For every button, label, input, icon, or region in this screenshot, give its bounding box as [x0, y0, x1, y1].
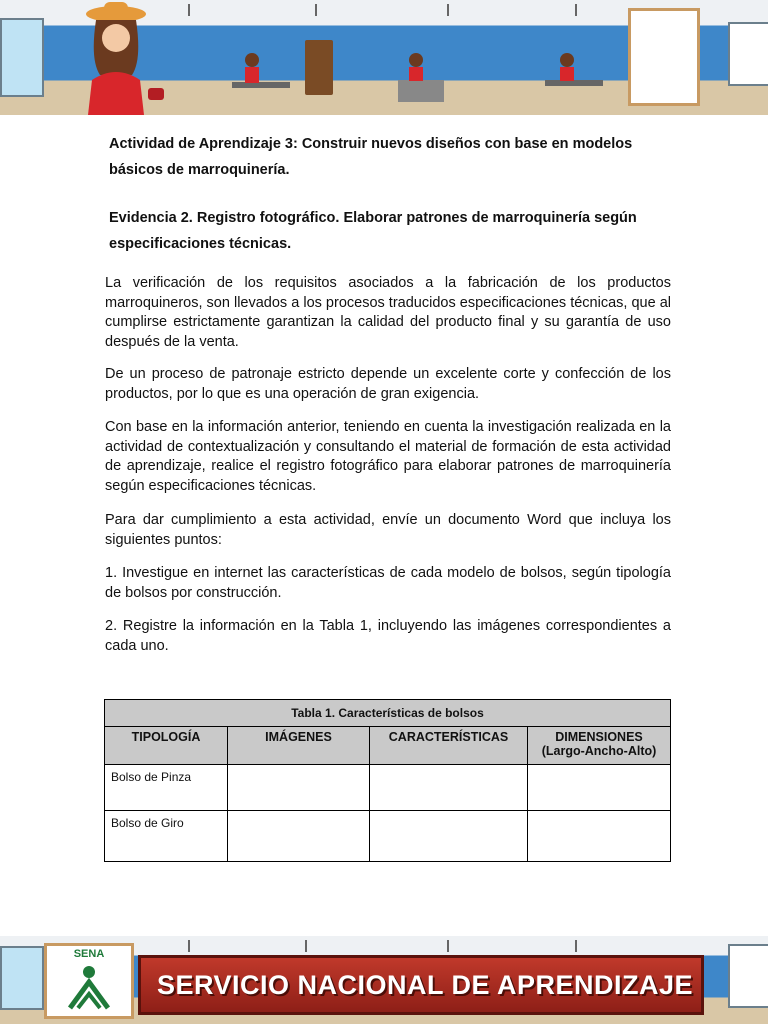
- sena-logo-icon: [66, 964, 112, 1010]
- window-illustration: [0, 18, 44, 97]
- sena-logo-text: SENA: [73, 948, 105, 960]
- shelf-illustration: [305, 40, 333, 95]
- organization-name: SERVICIO NACIONAL DE APRENDIZAJE: [156, 970, 694, 1000]
- paragraph-4: Para dar cumplimiento a esta actividad, envíe un documento Word que incluya los siguientes puntos:: [105, 512, 671, 548]
- table-row: [105, 811, 671, 862]
- header-banner: [0, 0, 768, 115]
- board-illustration: [728, 22, 768, 86]
- worker-illustration: [398, 50, 448, 110]
- column-header-dimensiones: [528, 727, 671, 765]
- column-header-tipologia: TIPOLOGÍA: [105, 727, 228, 765]
- dimensiones-sublabel: (Largo-Ancho-Alto): [541, 744, 657, 758]
- dimensiones-label: DIMENSIONES: [555, 730, 643, 744]
- column-header-imagenes: IMÁGENES: [228, 727, 370, 765]
- table-cell: [370, 811, 528, 862]
- table-cell: [528, 811, 671, 862]
- window-illustration: [0, 946, 44, 1010]
- paragraph-1: La verificación de los requisitos asociados a la fabricación de los productos marroquineros, son llevados a los procesos traducidos especificaciones técnicas, que al cumplirse estrictamente garantizan la calidad del producto final y su garantía de uso después de la venta.: [105, 275, 671, 350]
- table-caption: Tabla 1. Características de bolsos: [105, 700, 671, 727]
- woman-with-hat-illustration: [78, 0, 168, 115]
- bags-characteristics-table: [104, 699, 671, 862]
- activity-heading: Actividad de Aprendizaje 3: Construir nuevos diseños con base en modelos básicos de marroquinería.: [109, 136, 633, 178]
- paragraph-3: Con base en la información anterior, teniendo en cuenta la investigación realizada en la actividad de contextualización y consultando el material de formación de esta actividad de aprendizaje, realice el registro fotográfico para elaborar patrones de marroquinería según especificaciones técnicas.: [105, 419, 671, 494]
- worker-illustration: [232, 50, 292, 110]
- list-item-1: 1. Investigue en internet las características de cada modelo de bolsos, según tipología de bolsos por construcción.: [105, 565, 671, 601]
- evidence-heading: Evidencia 2. Registro fotográfico. Elaborar patrones de marroquinería según especificaciones técnicas.: [109, 210, 637, 252]
- table-cell: [228, 765, 370, 811]
- table-cell: Bolso de Giro: [105, 811, 228, 862]
- table-cell: Bolso de Pinza: [105, 765, 228, 811]
- paragraph-2: De un proceso de patronaje estricto depende un excelente corte y confección de los productos, por lo que es una operación de gran exigencia.: [105, 366, 671, 402]
- board-illustration: [728, 944, 768, 1008]
- table-cell: [228, 811, 370, 862]
- table-cell: [370, 765, 528, 811]
- framed-picture-illustration: [628, 8, 700, 106]
- column-header-caracteristicas: CARACTERÍSTICAS: [370, 727, 528, 765]
- table-row: [105, 765, 671, 811]
- table-cell: [528, 765, 671, 811]
- worker-illustration: [545, 50, 605, 110]
- list-item-2: 2. Registre la información en la Tabla 1, incluyendo las imágenes correspondientes a cada uno.: [105, 618, 671, 654]
